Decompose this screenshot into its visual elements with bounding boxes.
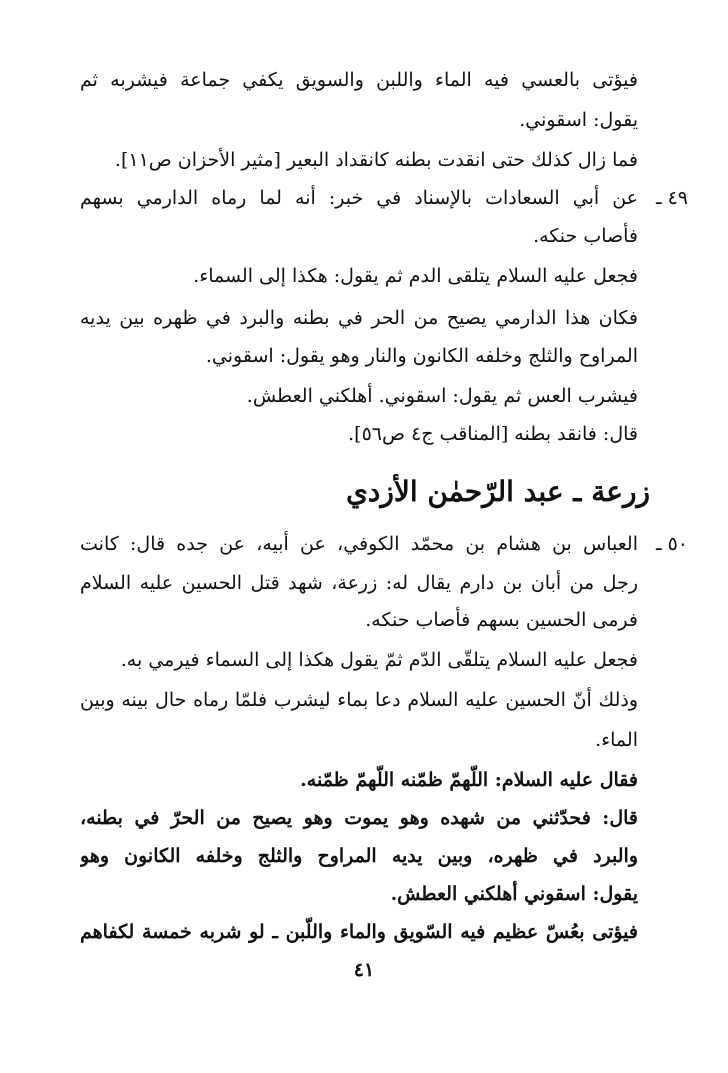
text-line: فرمى الحسين بسهم فأصاب حنكه. — [365, 609, 638, 631]
text-line: يقول: اسقوني أهلكني العطش. — [390, 883, 638, 905]
text-line: فأصاب حنكه. — [533, 225, 638, 247]
text-line: فيؤتى بعُسّ عظيم فيه السّويق والماء واللّبن ـ لو شربه خمسة لكفاهم — [80, 921, 638, 943]
item-number: ٤٩ ـ — [655, 187, 688, 209]
text-line: فما زال كذلك حتى انقدت بطنه كانقداد البعير [مثير الأحزان ص١١]. — [114, 149, 638, 171]
text-line: والبرد في ظهره، وبين يديه المراوح والثلج وخلفه الكانون وهو — [80, 845, 638, 867]
text-line: فيؤتى بالعسي فيه الماء واللبن والسويق يكفي جماعة فيشربه ثم — [80, 69, 638, 91]
text-line: فجعل عليه السلام يتلقّى الدّم ثمّ يقول هكذا إلى السماء فيرمي به. — [120, 649, 638, 671]
section-heading: زرعة ـ عبد الرّحمٰن الأزدي — [345, 475, 650, 508]
text-line: وذلك أنّ الحسين عليه السلام دعا بماء ليشرب فلمّا رماه حال بينه وبين — [80, 689, 638, 711]
text-line: قال: فانقد بطنه [المناقب ج٤ ص٥٦]. — [348, 423, 638, 445]
text-line: فجعل عليه السلام يتلقى الدم ثم يقول: هكذا إلى السماء. — [193, 265, 638, 287]
text-line: العباس بن هشام بن محمّد الكوفي، عن أبيه، عن جده قال: كانت — [80, 533, 638, 555]
text-line: رجل من أبان بن دارم يقال له: زرعة، شهد قتل الحسين عليه السلام — [80, 572, 638, 594]
text-line: قال: فحدّثني من شهده وهو يموت وهو يصيح من الحرّ في بطنه، — [80, 807, 638, 829]
text-line: عن أبي السعادات بالإسناد في خبر: أنه لما رماه الدارمي بسهم — [80, 187, 638, 209]
text-line: فقال عليه السلام: اللّهمّ ظمّنه اللّهمّ ظمّنه. — [300, 769, 638, 791]
page-number: ٤١ — [353, 959, 375, 981]
text-line: فيشرب العس ثم يقول: اسقوني. أهلكني العطش. — [246, 385, 638, 407]
text-line: يقول: اسقوني. — [519, 109, 638, 131]
text-line: الماء. — [595, 729, 638, 751]
text-line: فكان هذا الدارمي يصيح من الحر في بطنه والبرد في ظهره بين يديه — [80, 307, 638, 329]
item-number: ٥٠ ـ — [655, 533, 688, 555]
text-line: المراوح والثلج وخلفه الكانون والنار وهو يقول: اسقوني. — [205, 345, 638, 367]
